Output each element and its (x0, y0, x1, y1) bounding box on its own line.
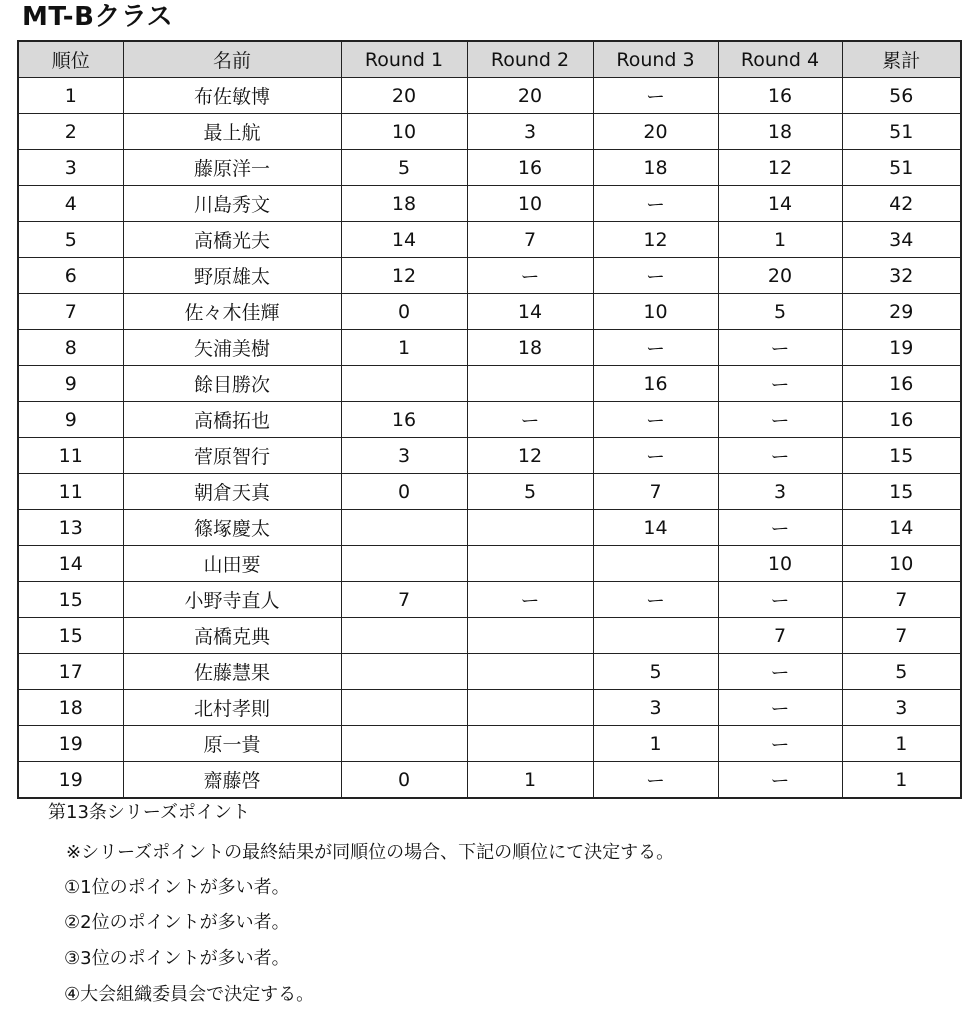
cell-name: 篠塚慶太 (123, 510, 341, 546)
cell-rank: 14 (18, 546, 123, 582)
column-header-rank: 順位 (18, 41, 123, 78)
cell-round-4: ー (718, 762, 842, 799)
cell-round-2: 14 (467, 294, 593, 330)
table-row (18, 258, 961, 294)
cell-round-3: 12 (593, 222, 718, 258)
cell-name: 矢浦美樹 (123, 330, 341, 366)
cell-round-1: 18 (341, 186, 467, 222)
cell-round-2 (467, 726, 593, 762)
notes-heading: 第13条シリーズポイント (48, 802, 251, 823)
cell-round-4: ー (718, 690, 842, 726)
cell-rank: 11 (18, 474, 123, 510)
cell-round-1: 20 (341, 78, 467, 114)
cell-round-2: 16 (467, 150, 593, 186)
cell-round-4: 14 (718, 186, 842, 222)
cell-round-3: ー (593, 582, 718, 618)
cell-round-2 (467, 654, 593, 690)
cell-rank: 9 (18, 366, 123, 402)
cell-round-3: 20 (593, 114, 718, 150)
cell-round-2: 1 (467, 762, 593, 799)
cell-round-4: ー (718, 366, 842, 402)
tiebreak-item: ①1位のポイントが多い者。 (64, 877, 290, 898)
cell-name: 布佐敏博 (123, 78, 341, 114)
cell-total: 56 (842, 78, 961, 114)
standings-table (17, 40, 962, 799)
cell-round-2: 18 (467, 330, 593, 366)
cell-round-4: ー (718, 726, 842, 762)
cell-round-3: ー (593, 762, 718, 799)
cell-rank: 13 (18, 510, 123, 546)
cell-rank: 9 (18, 402, 123, 438)
cell-round-3: 7 (593, 474, 718, 510)
cell-round-1: 12 (341, 258, 467, 294)
cell-total: 32 (842, 258, 961, 294)
cell-round-2: 12 (467, 438, 593, 474)
cell-round-2: 5 (467, 474, 593, 510)
table-row (18, 762, 961, 799)
cell-name: 餘目勝次 (123, 366, 341, 402)
column-header-round-2: Round 2 (467, 41, 593, 78)
cell-rank: 19 (18, 726, 123, 762)
cell-name: 朝倉天真 (123, 474, 341, 510)
table-header-row (18, 41, 961, 78)
cell-rank: 19 (18, 762, 123, 799)
cell-round-4: 18 (718, 114, 842, 150)
cell-round-3: 14 (593, 510, 718, 546)
cell-round-4: ー (718, 438, 842, 474)
cell-rank: 18 (18, 690, 123, 726)
column-header-round-3: Round 3 (593, 41, 718, 78)
cell-round-2: 20 (467, 78, 593, 114)
cell-total: 15 (842, 438, 961, 474)
cell-round-4: 1 (718, 222, 842, 258)
cell-name: 小野寺直人 (123, 582, 341, 618)
cell-round-3: ー (593, 402, 718, 438)
cell-rank: 17 (18, 654, 123, 690)
cell-round-4: 12 (718, 150, 842, 186)
cell-round-1 (341, 654, 467, 690)
cell-total: 1 (842, 762, 961, 799)
cell-name: 高橋光夫 (123, 222, 341, 258)
table-row (18, 726, 961, 762)
cell-round-2: 10 (467, 186, 593, 222)
cell-total: 51 (842, 114, 961, 150)
cell-round-4: 20 (718, 258, 842, 294)
table-row (18, 330, 961, 366)
cell-round-1 (341, 510, 467, 546)
cell-rank: 8 (18, 330, 123, 366)
cell-total: 16 (842, 402, 961, 438)
table-row (18, 150, 961, 186)
table-row (18, 690, 961, 726)
cell-round-4: 3 (718, 474, 842, 510)
cell-round-4: 7 (718, 618, 842, 654)
cell-round-4: ー (718, 582, 842, 618)
page-title: MT-Bクラス (22, 2, 174, 32)
cell-rank: 6 (18, 258, 123, 294)
cell-round-1: 14 (341, 222, 467, 258)
cell-round-1: 0 (341, 474, 467, 510)
cell-rank: 3 (18, 150, 123, 186)
table-row (18, 366, 961, 402)
cell-rank: 7 (18, 294, 123, 330)
cell-total: 34 (842, 222, 961, 258)
cell-round-1 (341, 546, 467, 582)
cell-total: 19 (842, 330, 961, 366)
cell-round-4: 5 (718, 294, 842, 330)
table-row (18, 654, 961, 690)
cell-total: 29 (842, 294, 961, 330)
cell-total: 5 (842, 654, 961, 690)
cell-round-2 (467, 510, 593, 546)
cell-round-4: ー (718, 654, 842, 690)
cell-round-1 (341, 366, 467, 402)
tiebreak-rule: ※シリーズポイントの最終結果が同順位の場合、下記の順位にて決定する。 (66, 842, 675, 863)
table-row (18, 618, 961, 654)
cell-name: 原一貴 (123, 726, 341, 762)
cell-total: 7 (842, 582, 961, 618)
cell-round-3 (593, 546, 718, 582)
cell-round-3: ー (593, 258, 718, 294)
cell-total: 10 (842, 546, 961, 582)
cell-name: 高橋克典 (123, 618, 341, 654)
cell-round-4: ー (718, 510, 842, 546)
table-row (18, 438, 961, 474)
cell-round-3: ー (593, 186, 718, 222)
cell-rank: 1 (18, 78, 123, 114)
cell-total: 3 (842, 690, 961, 726)
cell-round-2: 3 (467, 114, 593, 150)
cell-round-2 (467, 690, 593, 726)
tiebreak-item: ④大会組織委員会で決定する。 (64, 984, 315, 1005)
cell-round-1: 0 (341, 294, 467, 330)
cell-round-2: ー (467, 582, 593, 618)
cell-name: 山田要 (123, 546, 341, 582)
cell-round-3: ー (593, 438, 718, 474)
cell-round-3: 3 (593, 690, 718, 726)
cell-round-1 (341, 618, 467, 654)
cell-round-4: ー (718, 330, 842, 366)
table-row (18, 582, 961, 618)
cell-round-1 (341, 690, 467, 726)
cell-round-4: 16 (718, 78, 842, 114)
table-row (18, 222, 961, 258)
cell-round-2: ー (467, 402, 593, 438)
cell-round-2: 7 (467, 222, 593, 258)
cell-name: 最上航 (123, 114, 341, 150)
cell-name: 菅原智行 (123, 438, 341, 474)
table-row (18, 294, 961, 330)
table-row (18, 546, 961, 582)
cell-total: 42 (842, 186, 961, 222)
cell-rank: 15 (18, 582, 123, 618)
cell-round-3: 16 (593, 366, 718, 402)
cell-round-1: 7 (341, 582, 467, 618)
cell-name: 佐々木佳輝 (123, 294, 341, 330)
cell-round-2 (467, 366, 593, 402)
cell-round-4: ー (718, 402, 842, 438)
table-body (18, 78, 961, 799)
cell-round-1: 5 (341, 150, 467, 186)
cell-round-3: 18 (593, 150, 718, 186)
table-row (18, 474, 961, 510)
cell-name: 佐藤慧果 (123, 654, 341, 690)
cell-round-3 (593, 618, 718, 654)
cell-total: 14 (842, 510, 961, 546)
cell-round-1: 3 (341, 438, 467, 474)
cell-total: 7 (842, 618, 961, 654)
cell-total: 15 (842, 474, 961, 510)
tiebreak-item: ③3位のポイントが多い者。 (64, 948, 290, 969)
cell-round-2 (467, 618, 593, 654)
cell-round-3: 10 (593, 294, 718, 330)
cell-round-3: ー (593, 330, 718, 366)
cell-round-1 (341, 726, 467, 762)
column-header-total: 累計 (842, 41, 961, 78)
cell-round-1: 0 (341, 762, 467, 799)
cell-rank: 2 (18, 114, 123, 150)
table-row (18, 402, 961, 438)
column-header-name: 名前 (123, 41, 341, 78)
cell-total: 51 (842, 150, 961, 186)
cell-name: 齋藤啓 (123, 762, 341, 799)
cell-rank: 15 (18, 618, 123, 654)
cell-rank: 11 (18, 438, 123, 474)
cell-round-1: 1 (341, 330, 467, 366)
table-row (18, 186, 961, 222)
table-row (18, 510, 961, 546)
cell-round-2: ー (467, 258, 593, 294)
cell-round-3: 5 (593, 654, 718, 690)
cell-name: 藤原洋一 (123, 150, 341, 186)
cell-name: 野原雄太 (123, 258, 341, 294)
cell-name: 高橋拓也 (123, 402, 341, 438)
table-row (18, 114, 961, 150)
cell-round-3: 1 (593, 726, 718, 762)
cell-total: 16 (842, 366, 961, 402)
cell-name: 川島秀文 (123, 186, 341, 222)
column-header-round-1: Round 1 (341, 41, 467, 78)
cell-name: 北村孝則 (123, 690, 341, 726)
tiebreak-item: ②2位のポイントが多い者。 (64, 912, 290, 933)
cell-round-2 (467, 546, 593, 582)
cell-round-4: 10 (718, 546, 842, 582)
cell-rank: 5 (18, 222, 123, 258)
table-row (18, 78, 961, 114)
cell-round-3: ー (593, 78, 718, 114)
cell-round-1: 10 (341, 114, 467, 150)
cell-round-1: 16 (341, 402, 467, 438)
cell-total: 1 (842, 726, 961, 762)
column-header-round-4: Round 4 (718, 41, 842, 78)
cell-rank: 4 (18, 186, 123, 222)
